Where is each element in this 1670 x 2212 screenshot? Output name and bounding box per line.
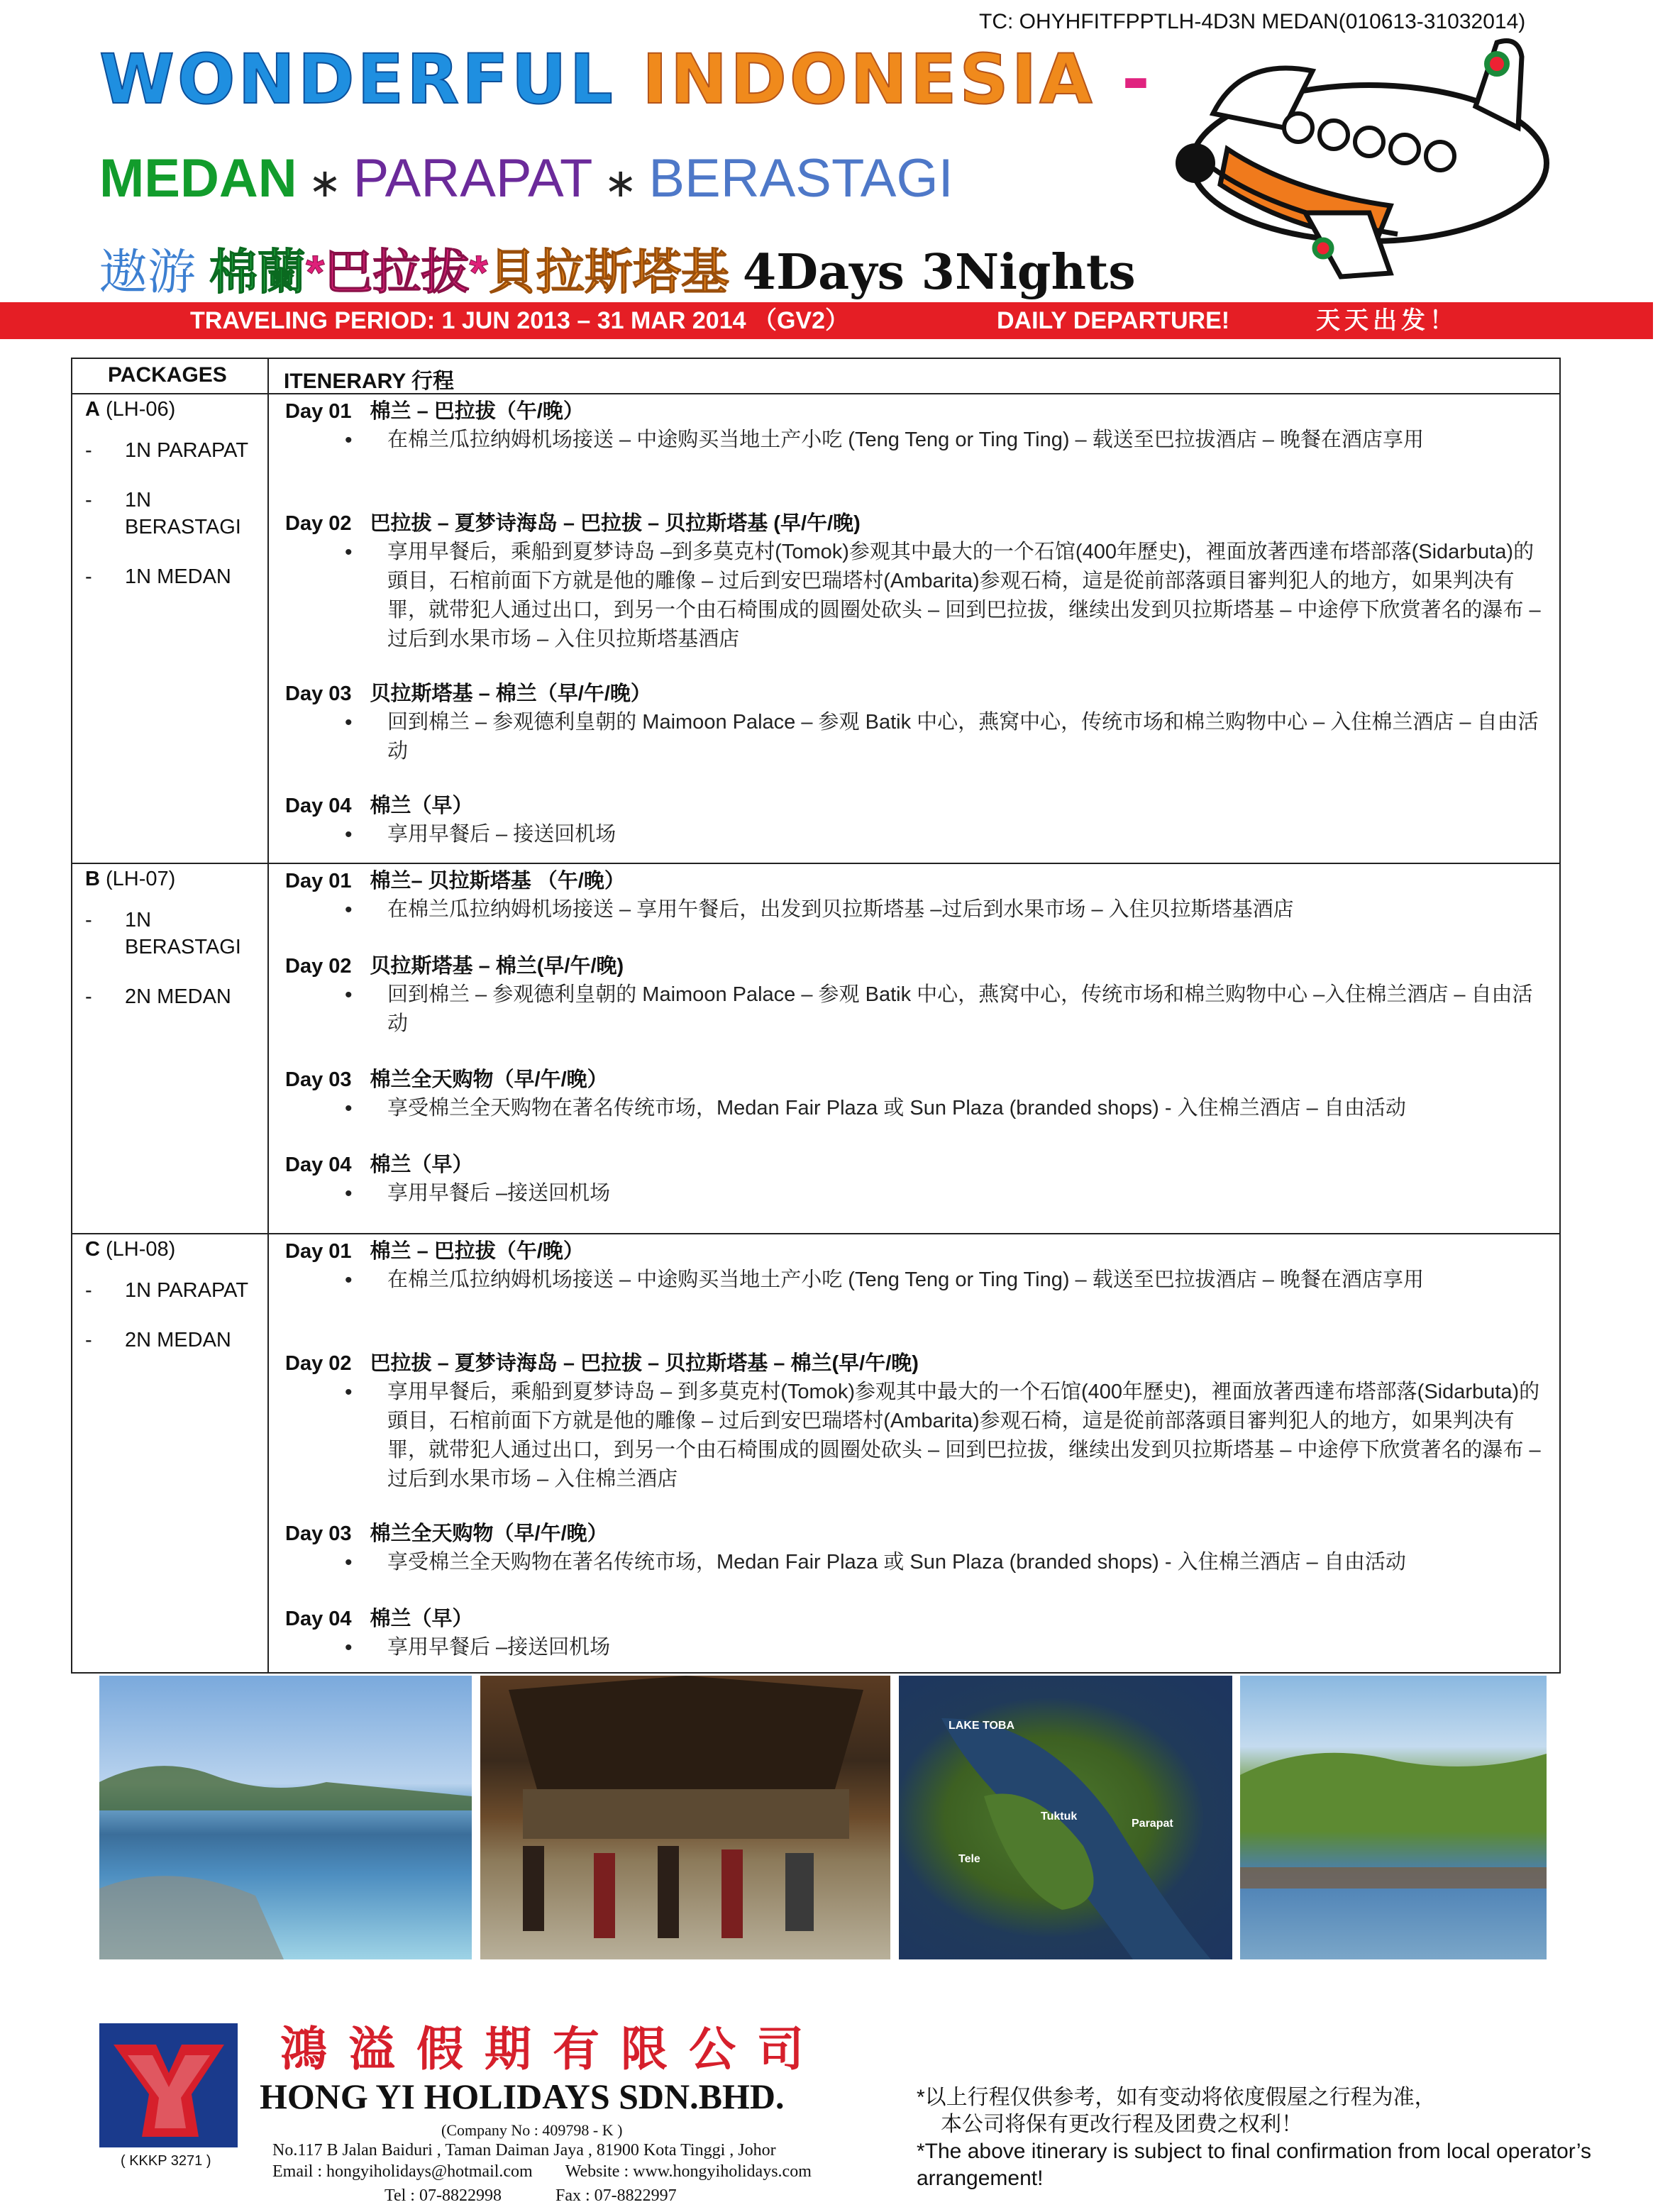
day-description: • 回到棉兰 – 参观德利皇朝的 Maimoon Palace – 参观 Batik 中心，燕窝中心，传统市场和棉兰购物中心 –入住棉兰酒店 – 自由活动 [285,980,1548,1039]
package-night: - 1N PARAPAT [85,1277,260,1304]
day-label: Day 02 [285,512,352,535]
destination-parapat: PARAPAT [353,148,593,209]
row-divider [72,863,1559,864]
day-description: • 享用早餐后 –接送回机场 [285,1633,1548,1662]
package-ref: (LH-07) [106,868,176,890]
map-label-tele: Tele [958,1853,980,1865]
itinerary-table [71,358,1561,1674]
day-description: • 享受棉兰全天购物在著名传统市场，Medan Fair Plaza 或 Sun Plaza (branded shops) - 入住棉兰酒店 – 自由活动 [285,1094,1548,1123]
destination-cn-berastagi: 貝拉斯塔基 [487,245,729,299]
day-label: Day 03 [285,1522,352,1545]
daily-departure: DAILY DEPARTURE! [997,307,1230,334]
day-title: 贝拉斯塔基 – 棉兰(早/午/晚) [370,955,624,978]
company-website[interactable]: Website : www.hongyiholidays.com [565,2162,812,2181]
day-title: 棉兰全天购物（早/午/晚） [370,1068,608,1091]
package-code: C [85,1238,100,1261]
package-night: - 1N BERASTAGI [85,487,260,541]
day-title: 棉兰 – 巴拉拔（午/晚） [370,400,584,423]
row-divider [72,1233,1559,1234]
disclaimer-cn-line1: *以上行程仅供参考，如有变动将依度假屋之行程为准， [917,2086,1436,2109]
day-description: • 在棉兰瓜拉纳姆机场接送 – 中途购买当地土产小吃 (Teng Teng or Ting Ting) – 载送至巴拉拔酒店 – 晚餐在酒店享用 [285,1266,1548,1295]
company-name-cn: 鴻溢假期有限公司 [280,2021,825,2076]
day-item [285,397,1548,455]
company-address: No.117 B Jalan Baiduri , Taman Daiman Jaya , 81900 Kota Tinggi , Johor [272,2141,776,2160]
day-label: Day 01 [285,400,352,423]
day-item [285,1066,1548,1123]
day-item [285,1520,1548,1577]
airplane-illustration [1163,28,1561,298]
day-label: Day 03 [285,1068,352,1091]
duration: 4Days 3Nights [742,244,1136,301]
day-item [285,1605,1548,1662]
destinations-en [99,148,953,209]
day-item [285,792,1548,849]
company-number: (Company No : 409798 - K ) [441,2121,623,2139]
company-email[interactable]: Email : hongyiholidays@hotmail.com [272,2162,533,2181]
destination-cn-parapat: 巴拉拔 [324,245,470,299]
separator-star: * [469,245,488,299]
package-night: - 2N MEDAN [85,983,260,1010]
day-title: 巴拉拔 – 夏梦诗海岛 – 巴拉拔 – 贝拉斯塔基 (早/午/晚) [370,512,861,535]
day-label: Day 04 [285,1608,352,1630]
day-label: Day 02 [285,1352,352,1375]
title-dash: - [1122,40,1153,119]
day-item [285,509,1548,654]
travel-period-banner [0,302,1653,339]
day-title: 棉兰（早） [370,795,473,817]
day-label: Day 01 [285,1240,352,1263]
lake-fish-farm-photo [1240,1676,1547,1959]
map-label-tuktuk: Tuktuk [1041,1810,1078,1823]
company-name-en: HONG YI HOLIDAYS SDN.BHD. [260,2076,785,2116]
package-c [85,1236,260,1376]
package-night: - 1N PARAPAT [85,437,260,464]
title-cn-prefix: 遨游 [99,245,197,299]
destination-cn-medan: 棉蘭 [209,245,306,299]
company-fax: Fax : 07-8822997 [555,2186,677,2205]
disclaimer-cn-line2: 本公司将保有更改行程及团费之权利！ [941,2113,1303,2136]
company-logo [99,2023,238,2147]
package-a [85,396,260,613]
travel-period: TRAVELING PERIOD: 1 JUN 2013 – 31 MAR 2014 （GV2） [190,307,850,334]
separator-star: ∗ [604,160,638,205]
company-tel: Tel : 07-8822998 [385,2186,502,2205]
disclaimer [917,2084,1626,2192]
day-label: Day 01 [285,870,352,892]
day-description: • 享用早餐后，乘船到夏梦诗岛 –到多莫克村(Tomok)参观其中最大的一个石馆(400年歷史)，裡面放著西達布塔部落(Sidarbuta)的頭目，石棺前面下方就是他的雕像 – 过后到安巴瑞塔村(Ambarita)参观石椅，這是從前部落頭目審判犯人的地方，如果判决有罪，就带犯人通过出口，到另一个由石椅围成的圆圈处砍头 – 回到巴拉拔，继续出发到贝拉斯塔基 – 中途停下欣赏著名的瀑布 –过后到水果市场 – 入住贝拉斯塔基酒店 [285,538,1548,654]
day-title: 棉兰 – 巴拉拔（午/晚） [370,1240,584,1263]
day-title: 贝拉斯塔基 – 棉兰（早/午/晚） [370,682,651,705]
company-phone [385,2186,677,2206]
day-description: • 回到棉兰 – 参观德利皇朝的 Maimoon Palace – 参观 Batik 中心，燕窝中心，传统市场和棉兰购物中心 – 入住棉兰酒店 – 自由活动 [285,708,1548,766]
package-night: - 1N MEDAN [85,563,260,590]
day-description: • 享用早餐后 – 接送回机场 [285,820,1548,849]
map-label-parapat: Parapat [1132,1818,1173,1830]
day-description: • 在棉兰瓜拉纳姆机场接送 – 中途购买当地土产小吃 (Teng Teng or Ting Ting) – 载送至巴拉拔酒店 – 晚餐在酒店享用 [285,426,1548,455]
day-title: 棉兰全天购物（早/午/晚） [370,1522,608,1545]
day-description: • 享受棉兰全天购物在著名传统市场，Medan Fair Plaza 或 Sun Plaza (branded shops) - 入住棉兰酒店 – 自由活动 [285,1548,1548,1577]
day-description: • 在棉兰瓜拉纳姆机场接送 – 享用午餐后，出发到贝拉斯塔基 –过后到水果市场 – 入住贝拉斯塔基酒店 [285,895,1548,924]
day-item [285,1237,1548,1295]
brochure-title [99,40,1153,119]
day-label: Day 02 [285,955,352,978]
destination-medan: MEDAN [99,148,297,209]
package-b [85,866,260,1033]
day-description: • 享用早餐后，乘船到夏梦诗岛 – 到多莫克村(Tomok)参观其中最大的一个石馆(400年歷史)，裡面放著西達布塔部落(Sidarbuta)的頭目，石棺前面下方就是他的雕像 – 过后到安巴瑞塔村(Ambarita)参观石椅，這是從前部落頭目審判犯人的地方，如果判决有罪，就带犯人通过出口，到另一个由石椅围成的圆圈处砍头 – 回到巴拉拔，继续出发到贝拉斯塔基 – 中途停下欣赏著名的瀑布 –过后到水果市场 – 入住棉兰酒店 [285,1378,1548,1494]
destination-berastagi: BERASTAGI [648,148,953,209]
lake-toba-map-photo [899,1676,1232,1959]
day-description: • 享用早餐后 –接送回机场 [285,1179,1548,1208]
header-packages: PACKAGES [108,363,227,387]
column-divider [267,359,269,1672]
day-title: 巴拉拔 – 夏梦诗海岛 – 巴拉拔 – 贝拉斯塔基 – 棉兰(早/午/晚) [370,1352,919,1375]
package-code: B [85,868,100,890]
disclaimer-en: *The above itinerary is subject to final confirmation from local operator’s arrangement! [917,2140,1592,2190]
package-ref: (LH-08) [106,1238,176,1261]
lake-toba-shore-photo [99,1676,472,1959]
title-word-indonesia: INDONESIA [642,40,1095,119]
license-number: ( KKKP 3271 ) [121,2153,211,2169]
day-item [285,867,1548,924]
separator-star: * [305,245,325,299]
package-code: A [85,398,100,421]
package-night: - 2N MEDAN [85,1327,260,1354]
daily-departure-cn: 天天出发！ [1316,307,1458,334]
batak-dancers-photo [480,1676,890,1959]
package-ref: (LH-06) [106,398,176,421]
day-title: 棉兰（早） [370,1154,473,1176]
map-label-lake: LAKE TOBA [949,1720,1015,1732]
day-label: Day 04 [285,1154,352,1176]
header-itinerary: ITENERARY 行程 [284,370,455,393]
day-title: 棉兰– 贝拉斯塔基 （午/晚） [370,870,625,892]
day-item [285,680,1548,766]
day-label: Day 03 [285,682,352,705]
day-item [285,1151,1548,1208]
day-title: 棉兰（早） [370,1608,473,1630]
company-contact [272,2162,812,2181]
package-night: - 1N BERASTAGI [85,907,260,961]
destinations-cn [99,234,1136,303]
separator-star: ∗ [308,160,342,205]
day-item [285,952,1548,1039]
day-item [285,1349,1548,1494]
tour-code: TC: OHYHFITFPPTLH-4D3N MEDAN(010613-31032014) [979,10,1526,33]
day-label: Day 04 [285,795,352,817]
title-word-wonderful: WONDERFUL [99,40,616,119]
